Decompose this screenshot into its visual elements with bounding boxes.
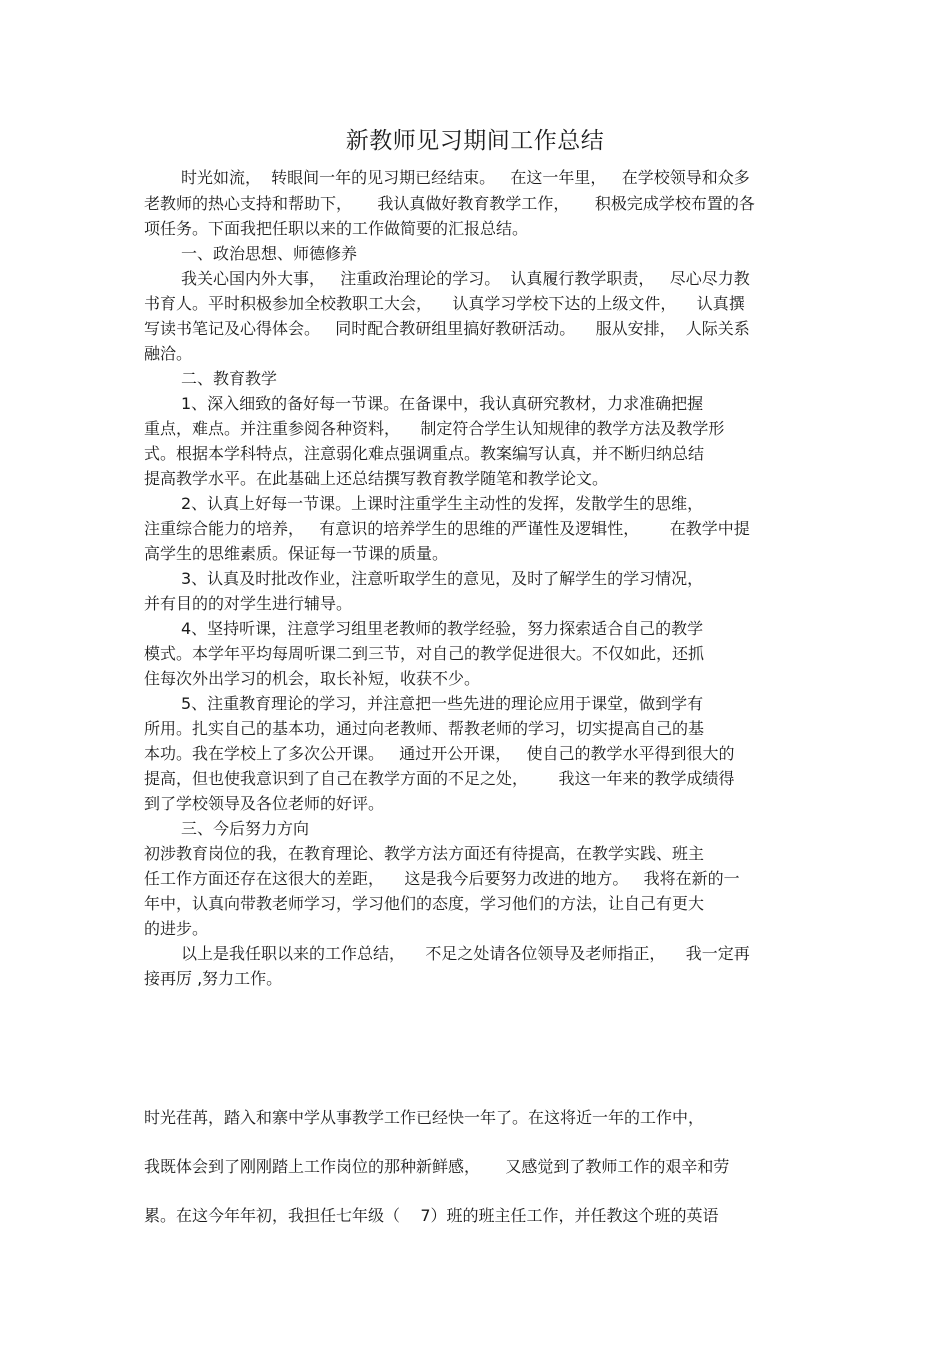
text-line: 提高教学水平。在此基础上还总结撰写教育教学随笔和教学论文。: [144, 469, 609, 488]
text-line: 5、注重教育理论的学习，并注意把一些先进的理论应用于课堂，做到学有: [181, 694, 704, 713]
section-heading: 三、今后努力方向: [181, 819, 310, 838]
text-line: 初涉教育岗位的我，在教育理论、教学方法方面还有待提高，在教学实践、班主: [144, 844, 705, 863]
text-line: 老教师的热心支持和帮助下， 我认真做好教育教学工作， 积极完成学校布置的各: [144, 194, 755, 213]
text-line: 高学生的思维素质。保证每一节课的质量。: [144, 544, 449, 563]
text-line: 时光如流， 转眼间一年的见习期已经结束。 在这一年里， 在学校领导和众多: [181, 168, 750, 187]
text-line: 接再厉 ,努力工作。: [144, 969, 283, 988]
text-line: 以上是我任职以来的工作总结， 不足之处请各位领导及老师指正， 我一定再: [181, 944, 750, 963]
text-line: 模式。本学年平均每周听课二到三节，对自己的教学促进很大。不仅如此，还抓: [144, 644, 705, 663]
document-title: 新教师见习期间工作总结: [345, 128, 605, 154]
text-line: 所用。扎实自己的基本功，通过向老教师、帮教老师的学习，切实提高自己的基: [144, 719, 705, 738]
section-heading: 二、教育教学: [181, 369, 278, 388]
text-line: 任工作方面还存在这很大的差距， 这是我今后要努力改进的地方。 我将在新的一: [144, 869, 740, 888]
text-line: 重点，难点。并注重参阅各种资料， 制定符合学生认知规律的教学方法及教学形: [144, 419, 725, 438]
text-line: 项任务。下面我把任职以来的工作做简要的汇报总结。: [144, 219, 529, 238]
text-line: 住每次外出学习的机会，取长补短，收获不少。: [144, 669, 481, 688]
text-line: 提高，但也使我意识到了自己在教学方面的不足之处， 我这一年来的教学成绩得: [144, 769, 735, 788]
text-line: 累。在这今年年初，我担任七年级（ 7）班的班主任工作，并任教这个班的英语: [144, 1206, 719, 1225]
text-line: 书育人。平时积极参加全校教职工大会， 认真学习学校下达的上级文件， 认真撰: [144, 294, 745, 313]
text-line: 1、深入细致的备好每一节课。在备课中，我认真研究教材，力求准确把握: [181, 394, 704, 413]
text-line: 到了学校领导及各位老师的好评。: [144, 794, 385, 813]
text-line: 写读书笔记及心得体会。 同时配合教研组里搞好教研活动。 服从安排， 人际关系: [144, 319, 750, 338]
section-heading: 一、政治思想、师德修养: [181, 244, 358, 263]
text-line: 融洽。: [144, 344, 193, 363]
text-line: 时光荏苒，踏入和寨中学从事教学工作已经快一年了。在这将近一年的工作中，: [144, 1108, 705, 1127]
text-line: 式。根据本学科特点，注意弱化难点强调重点。教案编写认真，并不断归纳总结: [144, 444, 705, 463]
text-line: 2、认真上好每一节课。上课时注重学生主动性的发挥，发散学生的思维，: [181, 494, 704, 513]
text-line: 4、坚持听课，注意学习组里老教师的教学经验，努力探索适合自己的教学: [181, 619, 704, 638]
text-line: 我既体会到了刚刚踏上工作岗位的那种新鲜感， 又感觉到了教师工作的艰辛和劳: [144, 1157, 730, 1176]
text-line: 我关心国内外大事， 注重政治理论的学习。 认真履行教学职责， 尽心尽力教: [181, 269, 750, 288]
text-line: 注重综合能力的培养， 有意识的培养学生的思维的严谨性及逻辑性， 在教学中提: [144, 519, 750, 538]
text-line: 3、认真及时批改作业，注意听取学生的意见，及时了解学生的学习情况，: [181, 569, 704, 588]
text-line: 年中，认真向带教老师学习，学习他们的态度，学习他们的方法，让自己有更大: [144, 894, 705, 913]
text-line: 的进步。: [144, 919, 209, 938]
text-line: 本功。我在学校上了多次公开课。 通过开公开课， 使自己的教学水平得到很大的: [144, 744, 735, 763]
text-line: 并有目的的对学生进行辅导。: [144, 594, 353, 613]
